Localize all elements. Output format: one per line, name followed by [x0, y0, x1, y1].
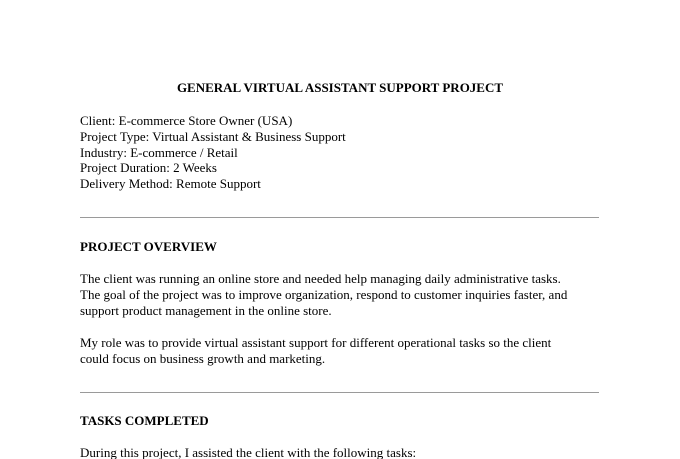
document-title: GENERAL VIRTUAL ASSISTANT SUPPORT PROJECT [176, 80, 504, 95]
overview-paragraph: The client was running an online store and needed help managing daily administrative tasks. The goal of the project was to improve organization, respond to customer inquiries faster, and support product management in the online store. [80, 271, 568, 318]
project-overview-heading: PROJECT OVERVIEW [80, 239, 217, 254]
section-divider [80, 217, 599, 218]
industry-line: Industry: E-commerce / Retail [80, 144, 238, 160]
section-divider [80, 392, 599, 393]
role-paragraph: My role was to provide virtual assistant support for different operational tasks so the client could focus on business growth and marketing. [80, 335, 552, 366]
delivery-method-line: Delivery Method: Remote Support [80, 176, 261, 192]
project-duration-line: Project Duration: 2 Weeks [80, 160, 217, 176]
tasks-completed-heading: TASKS COMPLETED [80, 413, 209, 428]
project-details [80, 113, 346, 192]
tasks-intro-paragraph: During this project, I assisted the client with the following tasks: [80, 445, 417, 459]
project-type-line: Project Type: Virtual Assistant & Business Support [80, 128, 346, 144]
client-line: Client: E-commerce Store Owner (USA) [80, 113, 293, 128]
